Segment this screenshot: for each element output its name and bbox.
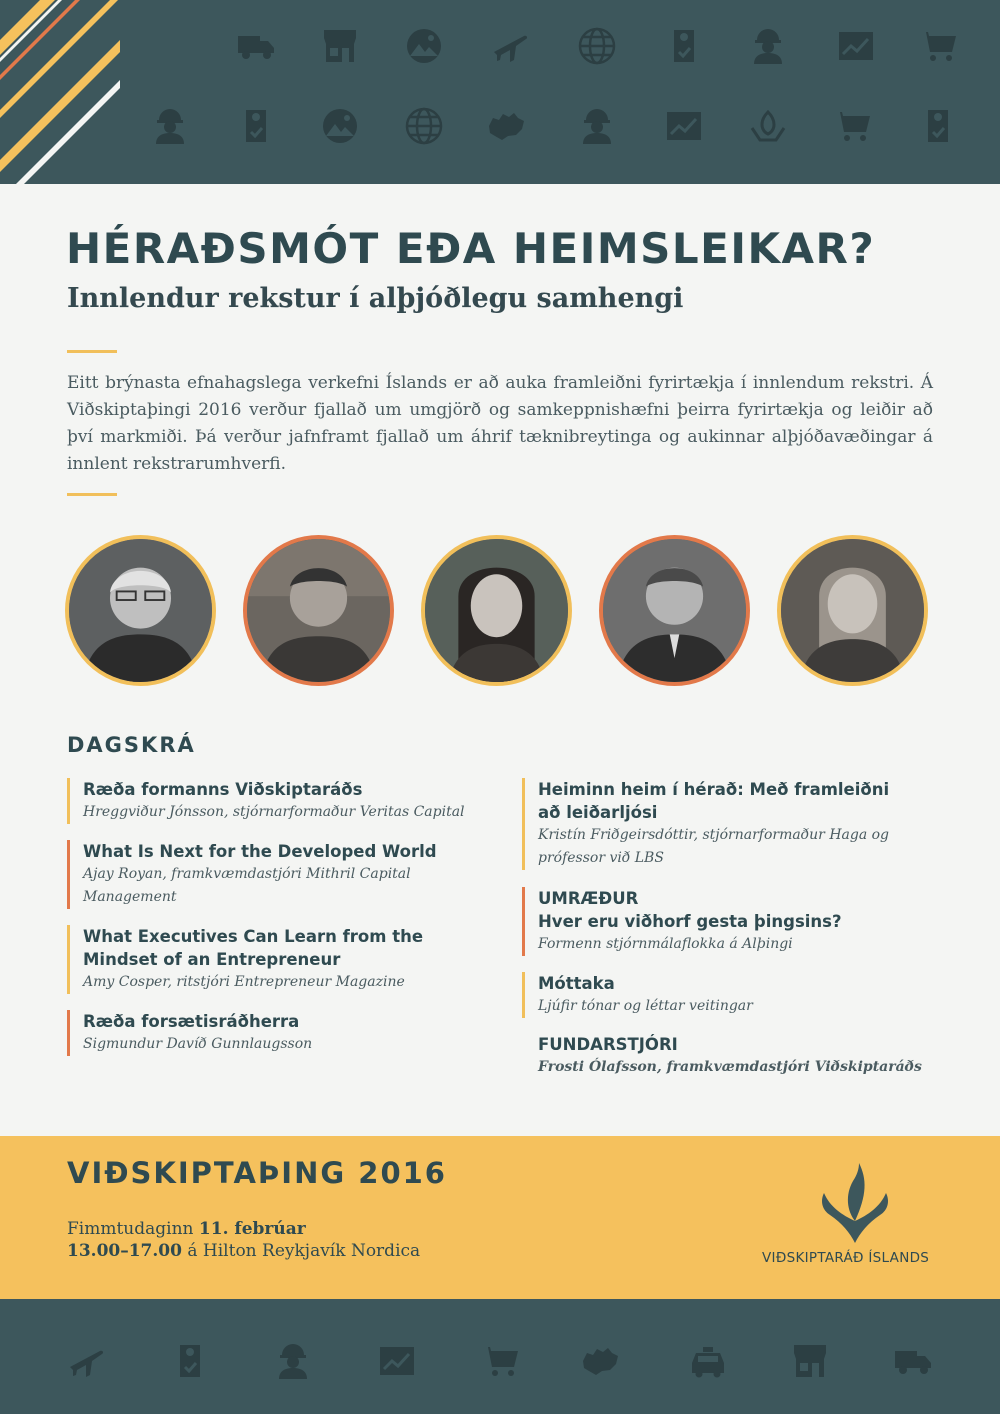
agenda-item: [522, 972, 942, 1018]
delivery-truck-icon: [236, 26, 276, 66]
agenda-item-title: UMRÆÐUR: [538, 889, 639, 908]
agenda-item: [67, 1010, 487, 1056]
logo-text: VIÐSKIPTARÁÐ ÍSLANDS: [762, 1250, 930, 1266]
shopping-cart-icon: [918, 26, 958, 66]
agenda-item: [522, 778, 942, 870]
agenda-item-title: What Is Next for the Developed World: [83, 842, 437, 861]
door-hanger-icon: [236, 106, 276, 146]
agenda-item-title: að leiðarljósi: [538, 803, 658, 822]
chart-icon: [836, 26, 876, 66]
agenda-item-speaker: Formenn stjórnmálaflokka á Alþingi: [538, 936, 793, 952]
agenda-item-speaker: Management: [83, 889, 177, 905]
agenda-item-speaker: Sigmundur Davíð Gunnlaugsson: [83, 1036, 313, 1052]
agenda-item-title: Hver eru viðhorf gesta þingsins?: [538, 912, 842, 931]
agenda-item-speaker: Frosti Ólafsson, framkvæmdastjóri Viðskiptaráðs: [538, 1059, 922, 1075]
agenda-item-speaker: Kristín Friðgeirsdóttir, stjórnarformaður Haga og: [538, 827, 890, 843]
agenda-item-title: Ræða formanns Viðskiptaráðs: [83, 780, 363, 799]
agenda-item: [522, 1033, 942, 1079]
agenda-item-speaker: Ljúfir tónar og léttar veitingar: [538, 998, 753, 1014]
agenda-item-title: Mindset of an Entrepreneur: [83, 950, 341, 969]
hands-plant-icon: [748, 106, 788, 146]
agenda-item-speaker: prófessor við LBS: [538, 850, 664, 866]
agenda-item-title: Ræða forsætisráðherra: [83, 1012, 300, 1031]
speaker-photo: [599, 535, 750, 686]
storefront-icon: [320, 26, 360, 66]
chart-icon: [377, 1341, 417, 1381]
agenda-item: [67, 778, 487, 824]
airplane-icon: [490, 26, 530, 66]
bottom-pattern-band: [0, 1299, 1000, 1414]
intro-paragraph: Eitt brýnasta efnahagslega verkefni Íslands er að auka framleiðni fyrirtækja í innlendum rekstri. Á Viðskiptaþingi 2016 verður fjallað um umgjörð og samkeppnishæfni þeirra fyrirtækja og leiðir að því markmiði. Þá verður jafnframt fjallað um áhrif tæknibreytinga og aukinnar alþjóðavæðingar á innlent rekstrarumhverfi.: [67, 373, 933, 474]
agenda-item-title: Heiminn heim í hérað: Með framleiðni: [538, 780, 890, 799]
agenda-item-speaker: Hreggviður Jónsson, stjórnarformaður Veritas Capital: [83, 804, 465, 820]
top-pattern-band: [0, 0, 1000, 184]
iceland-map-icon: [580, 1341, 620, 1381]
agenda-item-title: FUNDARSTJÓRI: [538, 1035, 678, 1054]
speaker-photo: [777, 535, 928, 686]
iceland-map-icon: [486, 106, 526, 146]
shopping-cart-icon: [832, 106, 872, 146]
speaker-photo: [65, 535, 216, 686]
agenda-item-title: Móttaka: [538, 974, 615, 993]
globe-icon: [577, 26, 617, 66]
landscape-icon: [404, 26, 444, 66]
construction-worker-icon: [273, 1341, 313, 1381]
speaker-photo: [243, 535, 394, 686]
door-hanger-icon: [918, 106, 958, 146]
agenda-item: [67, 925, 487, 994]
divider: [67, 350, 117, 353]
construction-worker-icon: [748, 26, 788, 66]
speaker-photo: [421, 535, 572, 686]
delivery-truck-icon: [893, 1341, 933, 1381]
divider: [67, 493, 117, 496]
event-date-prefix: Fimmtudaginn: [67, 1219, 199, 1239]
globe-icon: [404, 106, 444, 146]
vidskiptarad-logo-icon: [820, 1163, 890, 1245]
door-hanger-icon: [664, 26, 704, 66]
page-title: HÉRAÐSMÓT EÐA HEIMSLEIKAR?: [66, 224, 876, 273]
agenda-item-speaker: Ajay Royan, framkvæmdastjóri Mithril Capital: [83, 866, 411, 882]
agenda-item-title: What Executives Can Learn from the: [83, 927, 424, 946]
landscape-icon: [320, 106, 360, 146]
taxi-icon: [688, 1341, 728, 1381]
event-date: [67, 1219, 306, 1239]
airplane-icon: [66, 1341, 106, 1381]
event-time: 13.00–17.00: [67, 1241, 182, 1261]
storefront-icon: [790, 1341, 830, 1381]
agenda-item-speaker: Amy Cosper, ritstjóri Entrepreneur Magazine: [83, 974, 405, 990]
event-venue: á Hilton Reykjavík Nordica: [181, 1241, 421, 1261]
agenda-heading: DAGSKRÁ: [67, 733, 196, 757]
agenda-item: [67, 840, 487, 909]
shopping-cart-icon: [480, 1341, 520, 1381]
event-date-value: 11. febrúar: [198, 1219, 306, 1239]
agenda-item: [522, 887, 942, 956]
construction-worker-icon: [150, 106, 190, 146]
chart-icon: [664, 106, 704, 146]
door-hanger-icon: [170, 1341, 210, 1381]
page-subtitle: Innlendur rekstur í alþjóðlegu samhengi: [67, 283, 684, 314]
construction-worker-icon: [577, 106, 617, 146]
event-time-venue: [67, 1241, 420, 1261]
event-title: VIÐSKIPTAÞING 2016: [67, 1156, 447, 1190]
